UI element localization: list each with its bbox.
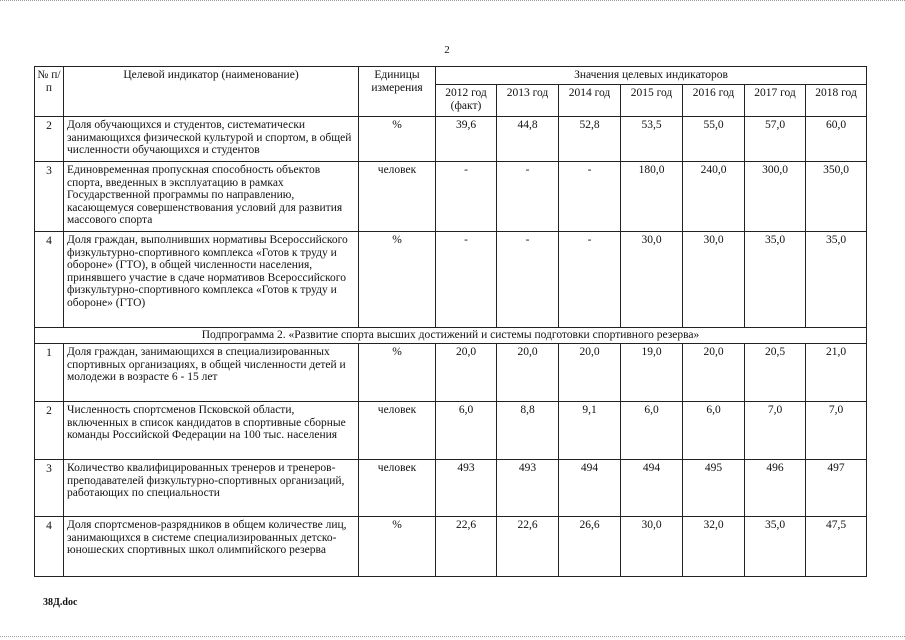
row-number: 2: [35, 117, 64, 162]
header-year: 2012 год (факт): [436, 85, 497, 117]
value-cell: 39,6: [436, 117, 497, 162]
value-cell: 20,0: [559, 344, 621, 402]
indicator-name: Доля обучающихся и студентов, систематически занимающихся физической культурой и спортом, в общей численности обучающихся и студентов: [64, 117, 359, 162]
row-number: 3: [35, 460, 64, 517]
table-row: [35, 344, 867, 402]
value-cell: 30,0: [683, 232, 745, 328]
row-number: 3: [35, 162, 64, 232]
row-number: 2: [35, 402, 64, 460]
header-year: 2017 год: [745, 85, 806, 117]
indicator-name: Численность спортсменов Псковской области, включенных в список кандидатов в спортивные сборные команды Российской Федерации на 100 тыс. населения: [64, 402, 359, 460]
header-year: 2016 год: [683, 85, 745, 117]
subprogram-row: [35, 328, 867, 344]
value-cell: 180,0: [621, 162, 683, 232]
file-name-footer: 38Д.doc: [43, 597, 78, 608]
value-cell: 493: [436, 460, 497, 517]
value-cell: 35,0: [745, 232, 806, 328]
table-row: [35, 117, 867, 162]
header-year: 2013 год: [497, 85, 559, 117]
value-cell: 57,0: [745, 117, 806, 162]
indicator-name: Количество квалифицированных тренеров и тренеров-преподавателей физкультурно-спортивных организаций, работающих по специальности: [64, 460, 359, 517]
value-cell: 52,8: [559, 117, 621, 162]
scan-top-edge: [0, 0, 905, 3]
row-number: 4: [35, 517, 64, 577]
value-cell: 494: [559, 460, 621, 517]
value-cell: 47,5: [806, 517, 867, 577]
row-number: 4: [35, 232, 64, 328]
page-number: 2: [444, 44, 450, 56]
value-cell: 35,0: [745, 517, 806, 577]
value-cell: -: [497, 162, 559, 232]
value-cell: 20,0: [436, 344, 497, 402]
value-cell: 21,0: [806, 344, 867, 402]
value-cell: -: [559, 232, 621, 328]
value-cell: 495: [683, 460, 745, 517]
header-num: № п/п: [35, 67, 64, 117]
value-cell: 6,0: [436, 402, 497, 460]
scan-bottom-edge: [0, 636, 905, 639]
header-values-group: Значения целевых индикаторов: [436, 67, 867, 85]
row-number: 1: [35, 344, 64, 402]
value-cell: 240,0: [683, 162, 745, 232]
table-row: [35, 517, 867, 577]
value-cell: 9,1: [559, 402, 621, 460]
value-cell: 494: [621, 460, 683, 517]
table-row: [35, 460, 867, 517]
value-cell: 497: [806, 460, 867, 517]
value-cell: 20,5: [745, 344, 806, 402]
value-cell: 300,0: [745, 162, 806, 232]
unit-cell: %: [359, 517, 436, 577]
indicator-name: Доля граждан, занимающихся в специализированных спортивных организациях, в общей численности детей и молодежи в возрасте 6 - 15 лет: [64, 344, 359, 402]
header-year: 2018 год: [806, 85, 867, 117]
value-cell: 60,0: [806, 117, 867, 162]
value-cell: 493: [497, 460, 559, 517]
value-cell: 8,8: [497, 402, 559, 460]
unit-cell: человек: [359, 402, 436, 460]
value-cell: 26,6: [559, 517, 621, 577]
unit-cell: %: [359, 232, 436, 328]
value-cell: 7,0: [745, 402, 806, 460]
value-cell: 22,6: [497, 517, 559, 577]
header-year: 2014 год: [559, 85, 621, 117]
indicator-name: Единовременная пропускная способность объектов спорта, введенных в эксплуатацию в рамках Государственной программы по направлению, касающемуся совершенствования условий для развития массового спорта: [64, 162, 359, 232]
unit-cell: человек: [359, 162, 436, 232]
unit-cell: человек: [359, 460, 436, 517]
table-row: [35, 232, 867, 328]
value-cell: 30,0: [621, 232, 683, 328]
value-cell: 53,5: [621, 117, 683, 162]
subprogram-title: Подпрограмма 2. «Развитие спорта высших достижений и системы подготовки спортивного резерва»: [35, 328, 867, 344]
indicator-name: Доля спортсменов-разрядников в общем количестве лиц, занимающихся в системе специализированных детско-юношеских спортивных школ олимпийского резерва: [64, 517, 359, 577]
header-year: 2015 год: [621, 85, 683, 117]
header-name: Целевой индикатор (наименование): [64, 67, 359, 117]
value-cell: 6,0: [683, 402, 745, 460]
value-cell: 496: [745, 460, 806, 517]
value-cell: -: [497, 232, 559, 328]
table-row: [35, 162, 867, 232]
header-unit: Единицы измерения: [359, 67, 436, 117]
value-cell: 55,0: [683, 117, 745, 162]
value-cell: 20,0: [683, 344, 745, 402]
value-cell: 32,0: [683, 517, 745, 577]
value-cell: 6,0: [621, 402, 683, 460]
unit-cell: %: [359, 344, 436, 402]
value-cell: -: [559, 162, 621, 232]
table-row: [35, 402, 867, 460]
value-cell: 19,0: [621, 344, 683, 402]
value-cell: 44,8: [497, 117, 559, 162]
value-cell: 350,0: [806, 162, 867, 232]
value-cell: -: [436, 232, 497, 328]
value-cell: 35,0: [806, 232, 867, 328]
indicators-table: [34, 66, 867, 577]
indicator-name: Доля граждан, выполнивших нормативы Всероссийского физкультурно-спортивного комплекса «Готов к труду и обороне» (ГТО), в общей численности населения, принявшего участие в сдаче нормативов Всероссийского физкультурно-спортивного комплекса «Готов к труду и обороне» (ГТО): [64, 232, 359, 328]
unit-cell: %: [359, 117, 436, 162]
value-cell: 20,0: [497, 344, 559, 402]
value-cell: 22,6: [436, 517, 497, 577]
value-cell: -: [436, 162, 497, 232]
value-cell: 30,0: [621, 517, 683, 577]
value-cell: 7,0: [806, 402, 867, 460]
